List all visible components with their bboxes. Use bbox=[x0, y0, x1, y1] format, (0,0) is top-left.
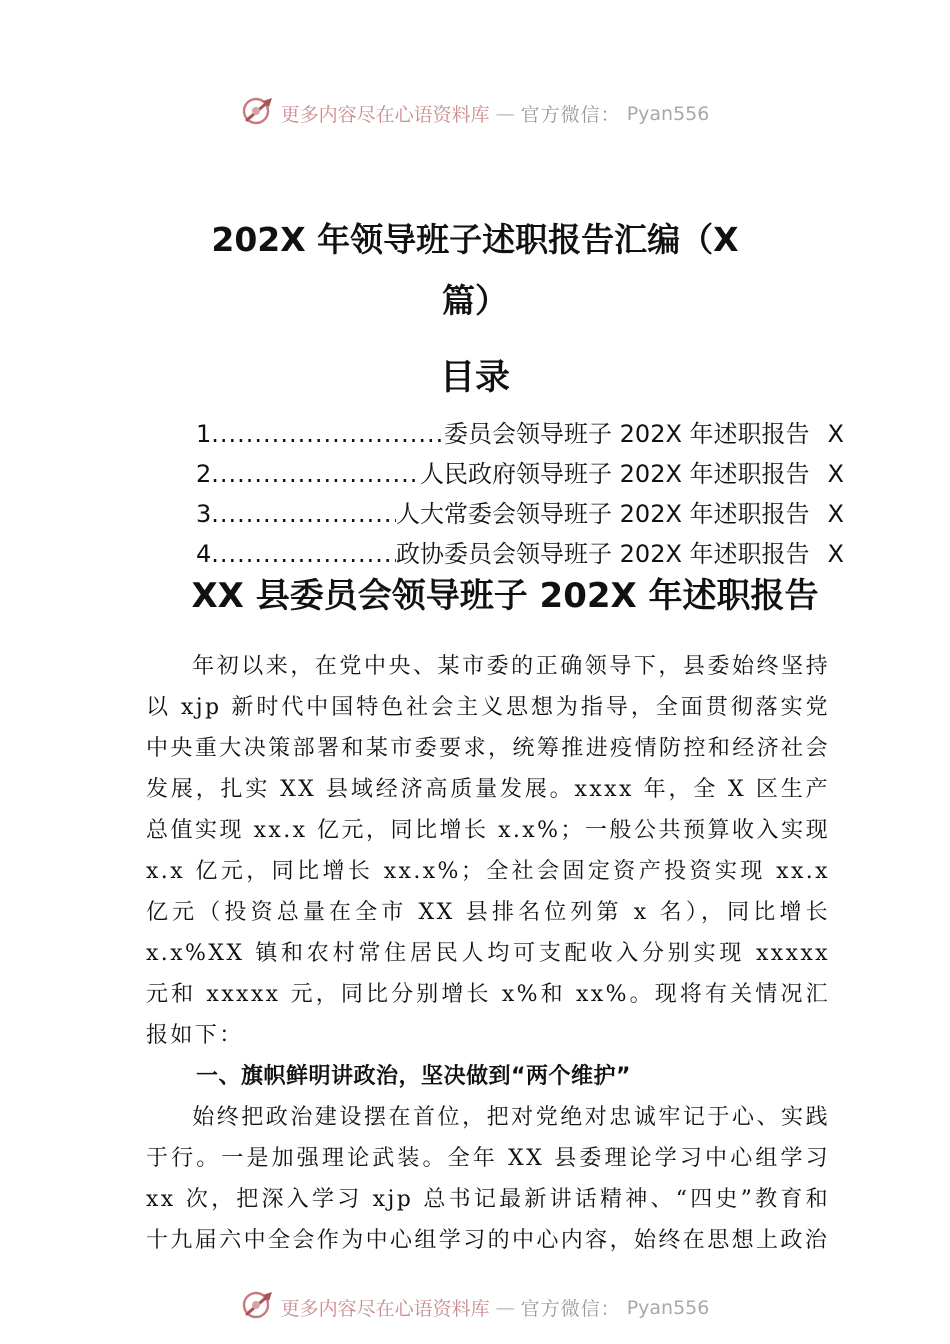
pen-seal-icon bbox=[241, 1290, 275, 1325]
toc-item-title: 政协委员会领导班子 202X 年述职报告 bbox=[396, 540, 810, 568]
watermark-separator: — bbox=[495, 102, 515, 125]
document-body bbox=[146, 646, 830, 1261]
toc-item-page: X bbox=[827, 460, 844, 488]
toc-item[interactable] bbox=[196, 494, 844, 534]
body-paragraph: 年初以来，在党中央、某市委的正确领导下，县委始终坚持以 xjp 新时代中国特色社会主义思想为指导，全面贯彻落实党中央重大决策部署和某市委要求，统筹推进疫情防控和经济社会发展，扎实 XX 县域经济高质量发展。xxxx 年，全 X 区生产总值实现 xx.x 亿元，同比增长 x.x%；一般公共预算收入实现 x.x 亿元，同比增长 xx.x%；全社会固定资产投资实现 xx.x 亿元（投资总量在全市 XX 县排名位列第 x 名），同比增长 x.x%XX 镇和农村常住居民人均可支配收入分别实现 xxxxx 元和 xxxxx 元，同比分别增长 x%和 xx%。现将有关情况汇报如下： bbox=[146, 654, 830, 1048]
document-title-line1: 202X 年领导班子述职报告汇编（X bbox=[211, 220, 739, 259]
toc-item-page: X bbox=[827, 420, 844, 448]
toc-leader-dots bbox=[211, 420, 444, 448]
watermark-label: 官方微信： bbox=[520, 1298, 621, 1320]
toc-item[interactable] bbox=[196, 454, 844, 494]
watermark-wechat-id: Pyan556 bbox=[626, 1296, 710, 1319]
body-paragraph: 始终把政治建设摆在首位，把对党绝对忠诚牢记于心、实践于行。一是加强理论武装。全年 XX 县委理论学习中心组学习 xx 次，把深入学习 xjp 总书记最新讲话精神、“四史”教育和十九届六中全会作为中心组学习的中心内容，始终在思想上政治 bbox=[146, 1105, 830, 1253]
section-title: XX 县委员会领导班子 202X 年述职报告 bbox=[191, 576, 819, 616]
document-title-line2: 篇） bbox=[442, 281, 508, 320]
toc-leader-dots bbox=[211, 540, 396, 568]
section-heading: 一、旗帜鲜明讲政治，坚决做到“两个维护” bbox=[196, 1064, 631, 1089]
watermark-brand: 更多内容尽在心语资料库 bbox=[280, 1298, 490, 1320]
toc-item-number: 3 bbox=[196, 500, 212, 528]
watermark-label: 官方微信： bbox=[520, 104, 621, 126]
toc-leader-dots bbox=[211, 500, 396, 528]
watermark-header bbox=[0, 96, 950, 131]
toc-item-title: 人民政府领导班子 202X 年述职报告 bbox=[420, 460, 810, 488]
watermark-brand: 更多内容尽在心语资料库 bbox=[280, 104, 490, 126]
table-of-contents bbox=[196, 414, 844, 574]
toc-item[interactable] bbox=[196, 414, 844, 454]
toc-item-number: 4 bbox=[196, 540, 212, 568]
toc-item-title: 人大常委会领导班子 202X 年述职报告 bbox=[396, 500, 810, 528]
toc-item-page: X bbox=[827, 540, 844, 568]
toc-leader-dots bbox=[211, 460, 420, 488]
watermark-wechat-id: Pyan556 bbox=[626, 102, 710, 125]
toc-heading: 目录 bbox=[439, 358, 510, 398]
toc-item-number: 1 bbox=[196, 420, 212, 448]
watermark-separator: — bbox=[495, 1296, 515, 1319]
toc-item-title: 委员会领导班子 202X 年述职报告 bbox=[444, 420, 810, 448]
pen-seal-icon bbox=[241, 96, 275, 131]
toc-item-page: X bbox=[827, 500, 844, 528]
watermark-footer bbox=[0, 1290, 950, 1325]
toc-item-number: 2 bbox=[196, 460, 212, 488]
